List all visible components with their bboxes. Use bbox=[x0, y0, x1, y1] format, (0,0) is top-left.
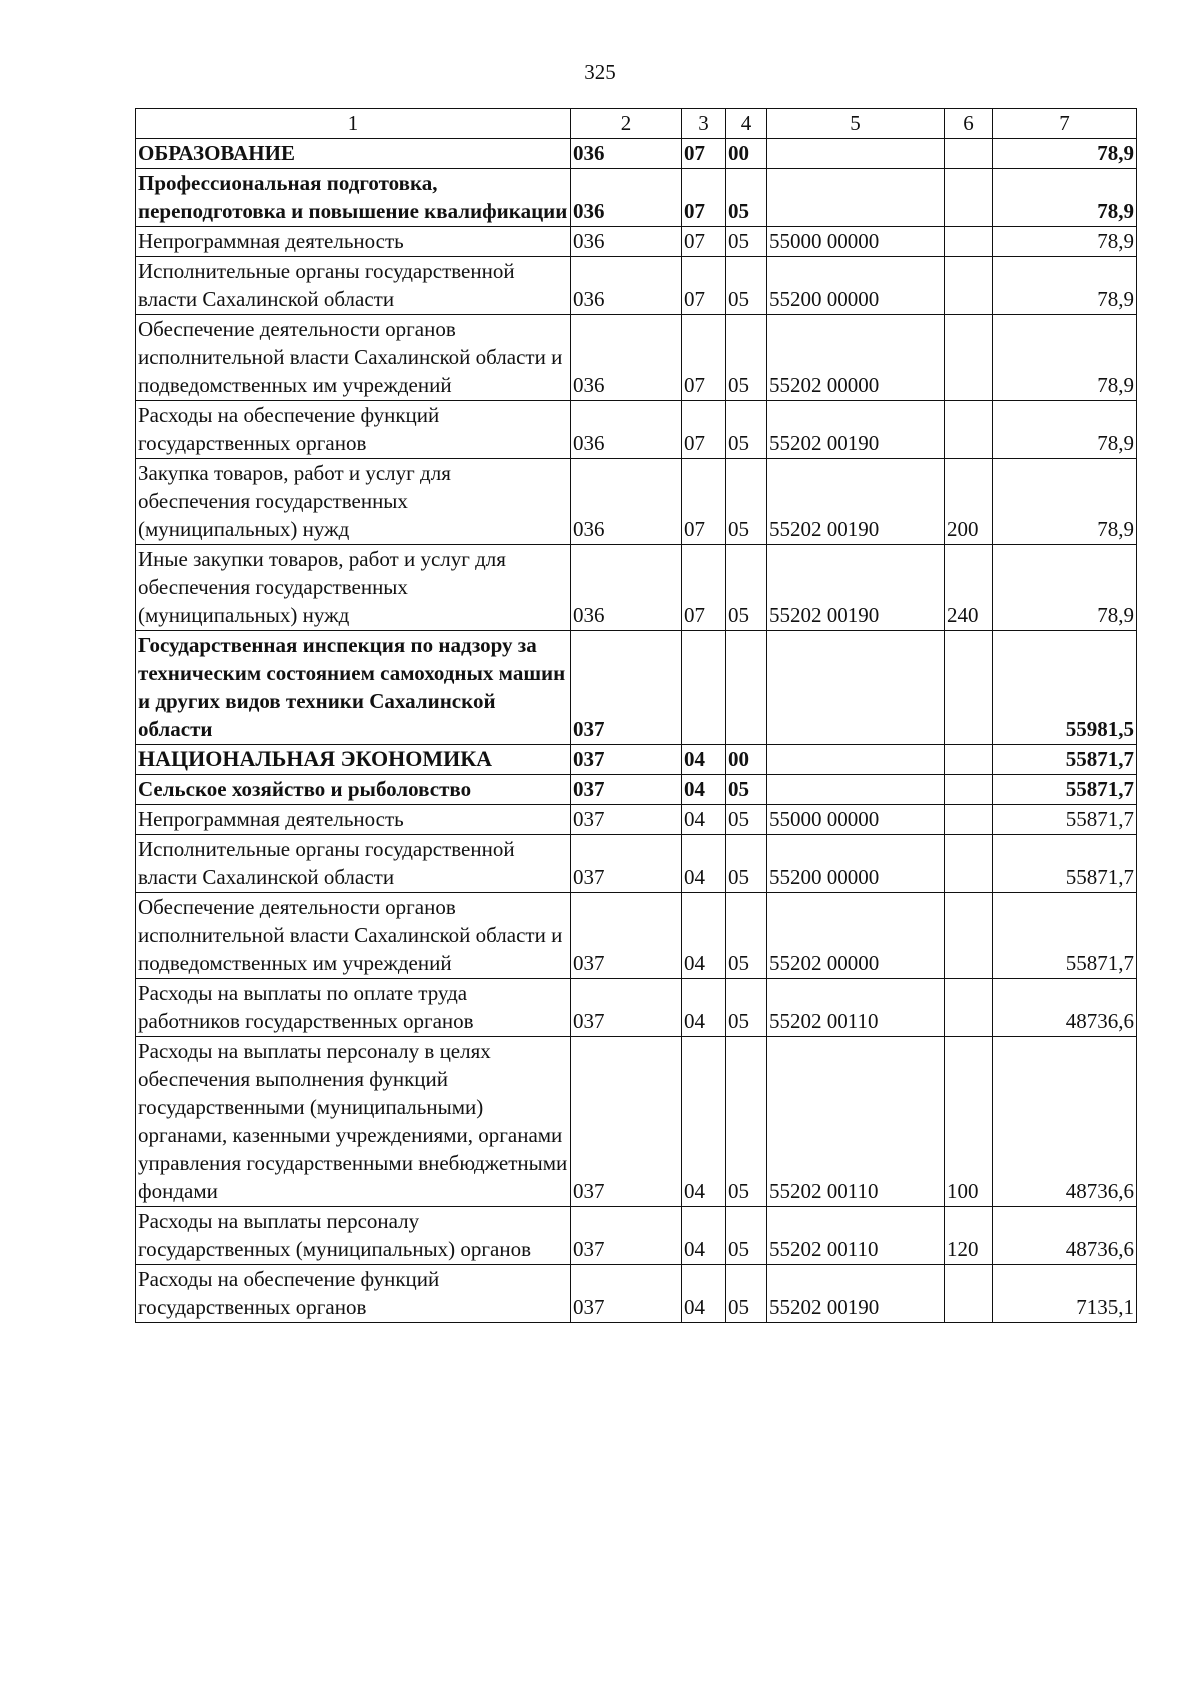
row-ved-code: 036 bbox=[571, 169, 682, 227]
row-target-article bbox=[767, 169, 945, 227]
row-name: Непрограммная деятельность bbox=[136, 805, 571, 835]
row-ved-code: 036 bbox=[571, 401, 682, 459]
row-subsection-code: 00 bbox=[726, 745, 767, 775]
row-subsection-code: 05 bbox=[726, 227, 767, 257]
row-ved-code: 037 bbox=[571, 805, 682, 835]
row-name: Государственная инспекция по надзору за техническим состоянием самоходных машин и других видов техники Сахалинской области bbox=[136, 631, 571, 745]
row-ved-code: 037 bbox=[571, 1207, 682, 1265]
row-section-code: 04 bbox=[682, 1265, 726, 1323]
row-subsection-code: 05 bbox=[726, 257, 767, 315]
row-expense-type bbox=[945, 893, 993, 979]
row-ved-code: 037 bbox=[571, 745, 682, 775]
row-target-article: 55000 00000 bbox=[767, 227, 945, 257]
row-expense-type: 240 bbox=[945, 545, 993, 631]
row-amount: 7135,1 bbox=[993, 1265, 1137, 1323]
row-expense-type bbox=[945, 979, 993, 1037]
header-col-2: 2 bbox=[571, 109, 682, 139]
header-col-3: 3 bbox=[682, 109, 726, 139]
row-ved-code: 037 bbox=[571, 631, 682, 745]
row-subsection-code: 05 bbox=[726, 545, 767, 631]
row-name: Расходы на выплаты по оплате труда работников государственных органов bbox=[136, 979, 571, 1037]
row-subsection-code: 05 bbox=[726, 1037, 767, 1207]
header-col-7: 7 bbox=[993, 109, 1137, 139]
row-expense-type bbox=[945, 401, 993, 459]
row-name: Непрограммная деятельность bbox=[136, 227, 571, 257]
table-row bbox=[136, 835, 1137, 893]
row-subsection-code: 05 bbox=[726, 1207, 767, 1265]
row-subsection-code: 05 bbox=[726, 979, 767, 1037]
table-row bbox=[136, 893, 1137, 979]
row-subsection-code: 05 bbox=[726, 169, 767, 227]
row-ved-code: 037 bbox=[571, 1265, 682, 1323]
row-expense-type bbox=[945, 805, 993, 835]
row-subsection-code: 05 bbox=[726, 401, 767, 459]
row-target-article: 55202 00190 bbox=[767, 459, 945, 545]
row-target-article: 55200 00000 bbox=[767, 257, 945, 315]
row-subsection-code: 05 bbox=[726, 1265, 767, 1323]
row-amount: 48736,6 bbox=[993, 979, 1137, 1037]
row-name: Исполнительные органы государственной власти Сахалинской области bbox=[136, 257, 571, 315]
table-row bbox=[136, 227, 1137, 257]
row-name: Закупка товаров, работ и услуг для обеспечения государственных (муниципальных) нужд bbox=[136, 459, 571, 545]
row-section-code: 07 bbox=[682, 459, 726, 545]
row-ved-code: 036 bbox=[571, 227, 682, 257]
row-name: Обеспечение деятельности органов исполнительной власти Сахалинской области и подведомственных им учреждений bbox=[136, 315, 571, 401]
row-expense-type bbox=[945, 1265, 993, 1323]
table-row bbox=[136, 805, 1137, 835]
row-subsection-code: 05 bbox=[726, 775, 767, 805]
header-col-4: 4 bbox=[726, 109, 767, 139]
row-name: Расходы на выплаты персоналу государственных (муниципальных) органов bbox=[136, 1207, 571, 1265]
table-row bbox=[136, 979, 1137, 1037]
row-amount: 78,9 bbox=[993, 459, 1137, 545]
row-ved-code: 037 bbox=[571, 835, 682, 893]
header-col-6: 6 bbox=[945, 109, 993, 139]
row-amount: 78,9 bbox=[993, 227, 1137, 257]
row-target-article bbox=[767, 745, 945, 775]
row-amount: 55981,5 bbox=[993, 631, 1137, 745]
row-amount: 55871,7 bbox=[993, 805, 1137, 835]
row-expense-type bbox=[945, 775, 993, 805]
row-amount: 55871,7 bbox=[993, 893, 1137, 979]
table-row bbox=[136, 169, 1137, 227]
row-ved-code: 037 bbox=[571, 893, 682, 979]
row-target-article: 55202 00190 bbox=[767, 401, 945, 459]
table-row bbox=[136, 257, 1137, 315]
row-target-article: 55000 00000 bbox=[767, 805, 945, 835]
row-name: Исполнительные органы государственной власти Сахалинской области bbox=[136, 835, 571, 893]
row-expense-type: 200 bbox=[945, 459, 993, 545]
row-name: Расходы на обеспечение функций государственных органов bbox=[136, 1265, 571, 1323]
table-row bbox=[136, 459, 1137, 545]
table-row bbox=[136, 401, 1137, 459]
header-row bbox=[136, 109, 1137, 139]
row-section-code: 04 bbox=[682, 745, 726, 775]
row-ved-code: 036 bbox=[571, 139, 682, 169]
row-subsection-code: 05 bbox=[726, 315, 767, 401]
row-subsection-code: 05 bbox=[726, 893, 767, 979]
row-target-article: 55202 00110 bbox=[767, 1207, 945, 1265]
row-section-code: 07 bbox=[682, 315, 726, 401]
row-ved-code: 036 bbox=[571, 545, 682, 631]
table-row bbox=[136, 775, 1137, 805]
row-section-code bbox=[682, 631, 726, 745]
row-target-article: 55202 00190 bbox=[767, 545, 945, 631]
row-name: Иные закупки товаров, работ и услуг для обеспечения государственных (муниципальных) нужд bbox=[136, 545, 571, 631]
row-name: Сельское хозяйство и рыболовство bbox=[136, 775, 571, 805]
row-target-article bbox=[767, 631, 945, 745]
row-target-article: 55202 00000 bbox=[767, 315, 945, 401]
row-ved-code: 036 bbox=[571, 459, 682, 545]
row-section-code: 07 bbox=[682, 169, 726, 227]
table-row bbox=[136, 631, 1137, 745]
row-target-article: 55200 00000 bbox=[767, 835, 945, 893]
row-expense-type bbox=[945, 745, 993, 775]
row-ved-code: 036 bbox=[571, 315, 682, 401]
row-expense-type bbox=[945, 257, 993, 315]
row-subsection-code: 05 bbox=[726, 459, 767, 545]
page-number: 325 bbox=[584, 60, 616, 84]
table-row bbox=[136, 1207, 1137, 1265]
row-section-code: 04 bbox=[682, 1207, 726, 1265]
row-expense-type bbox=[945, 227, 993, 257]
row-amount: 55871,7 bbox=[993, 745, 1137, 775]
row-amount: 48736,6 bbox=[993, 1037, 1137, 1207]
row-amount: 78,9 bbox=[993, 169, 1137, 227]
row-section-code: 04 bbox=[682, 893, 726, 979]
row-amount: 78,9 bbox=[993, 315, 1137, 401]
row-section-code: 07 bbox=[682, 401, 726, 459]
row-ved-code: 037 bbox=[571, 1037, 682, 1207]
table-row bbox=[136, 745, 1137, 775]
row-section-code: 07 bbox=[682, 227, 726, 257]
row-name: НАЦИОНАЛЬНАЯ ЭКОНОМИКА bbox=[136, 745, 571, 775]
row-expense-type bbox=[945, 169, 993, 227]
row-section-code: 04 bbox=[682, 1037, 726, 1207]
row-ved-code: 037 bbox=[571, 775, 682, 805]
row-section-code: 04 bbox=[682, 979, 726, 1037]
row-expense-type bbox=[945, 631, 993, 745]
row-subsection-code bbox=[726, 631, 767, 745]
row-subsection-code: 05 bbox=[726, 805, 767, 835]
row-section-code: 04 bbox=[682, 835, 726, 893]
row-section-code: 07 bbox=[682, 139, 726, 169]
row-name: Расходы на выплаты персоналу в целях обеспечения выполнения функций государственными (муниципальными) органами, казенными учреждениями, органами управления государственными внебюджетными фондами bbox=[136, 1037, 571, 1207]
row-expense-type bbox=[945, 315, 993, 401]
budget-table bbox=[135, 108, 1137, 1323]
row-amount: 55871,7 bbox=[993, 835, 1137, 893]
row-amount: 78,9 bbox=[993, 257, 1137, 315]
row-section-code: 07 bbox=[682, 545, 726, 631]
row-target-article: 55202 00000 bbox=[767, 893, 945, 979]
row-amount: 78,9 bbox=[993, 401, 1137, 459]
row-expense-type: 120 bbox=[945, 1207, 993, 1265]
row-expense-type bbox=[945, 835, 993, 893]
header-col-5: 5 bbox=[767, 109, 945, 139]
row-name: Расходы на обеспечение функций государственных органов bbox=[136, 401, 571, 459]
header-col-1: 1 bbox=[136, 109, 571, 139]
row-ved-code: 036 bbox=[571, 257, 682, 315]
row-amount: 48736,6 bbox=[993, 1207, 1137, 1265]
table-row bbox=[136, 1265, 1137, 1323]
row-section-code: 04 bbox=[682, 775, 726, 805]
row-target-article bbox=[767, 139, 945, 169]
table-row bbox=[136, 139, 1137, 169]
row-amount: 78,9 bbox=[993, 139, 1137, 169]
row-ved-code: 037 bbox=[571, 979, 682, 1037]
row-target-article bbox=[767, 775, 945, 805]
row-expense-type: 100 bbox=[945, 1037, 993, 1207]
row-name: Обеспечение деятельности органов исполнительной власти Сахалинской области и подведомственных им учреждений bbox=[136, 893, 571, 979]
row-amount: 78,9 bbox=[993, 545, 1137, 631]
table-row bbox=[136, 1037, 1137, 1207]
table-row bbox=[136, 545, 1137, 631]
row-target-article: 55202 00110 bbox=[767, 1037, 945, 1207]
row-amount: 55871,7 bbox=[993, 775, 1137, 805]
table-row bbox=[136, 315, 1137, 401]
row-section-code: 07 bbox=[682, 257, 726, 315]
row-subsection-code: 00 bbox=[726, 139, 767, 169]
row-expense-type bbox=[945, 139, 993, 169]
row-name: Профессиональная подготовка, переподготовка и повышение квалификации bbox=[136, 169, 571, 227]
row-section-code: 04 bbox=[682, 805, 726, 835]
row-target-article: 55202 00190 bbox=[767, 1265, 945, 1323]
row-subsection-code: 05 bbox=[726, 835, 767, 893]
row-target-article: 55202 00110 bbox=[767, 979, 945, 1037]
row-name: ОБРАЗОВАНИЕ bbox=[136, 139, 571, 169]
